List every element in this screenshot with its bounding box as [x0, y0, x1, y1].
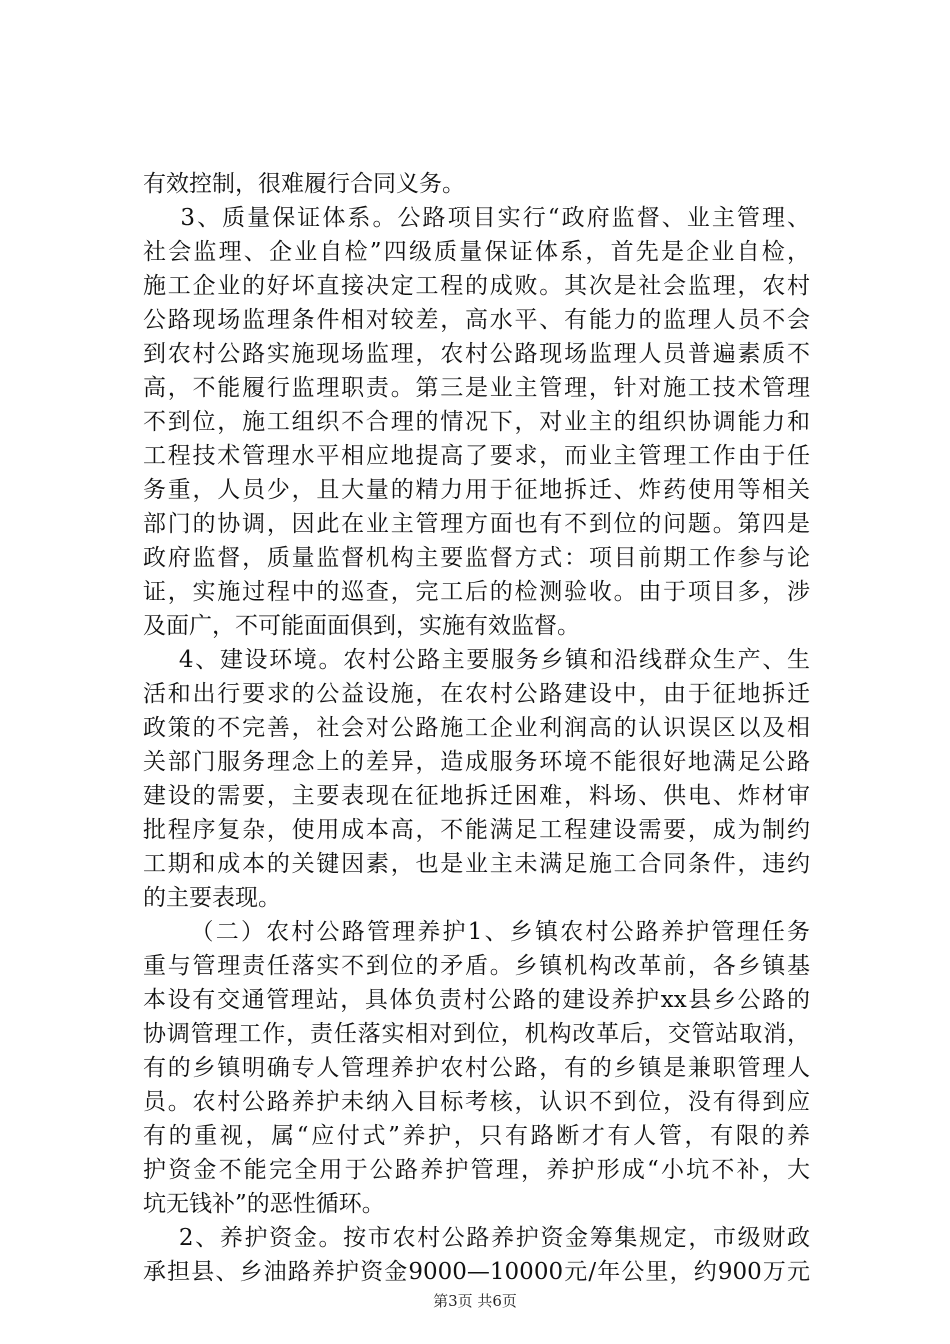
text-line: 2、养护资金。按市农村公路养护资金筹集规定，市级财政: [143, 1225, 810, 1251]
text-line: 护资金不能完全用于公路养护管理，养护形成“小坑不补，大: [143, 1157, 810, 1183]
text-line: 关部门服务理念上的差异，造成服务环境不能很好地满足公路: [143, 749, 810, 775]
text-line: （二）农村公路管理养护1、乡镇农村公路养护管理任务: [143, 919, 810, 945]
text-line: 高，不能履行监理职责。第三是业主管理，针对施工技术管理: [143, 375, 810, 401]
text-line: 到农村公路实施现场监理，农村公路现场监理人员普遍素质不: [143, 341, 810, 367]
text-line: 建设的需要，主要表现在征地拆迁困难，料场、供电、炸材审: [143, 783, 810, 809]
text-line: 本设有交通管理站，具体负责村公路的建设养护xx县乡公路的: [143, 987, 810, 1013]
text-line: 3、质量保证体系。公路项目实行“政府监督、业主管理、: [143, 205, 810, 231]
text-line: 部门的协调，因此在业主管理方面也有不到位的问题。第四是: [143, 511, 810, 537]
text-line: 政府监督，质量监督机构主要监督方式：项目前期工作参与论: [143, 545, 810, 571]
text-line: 活和出行要求的公益设施，在农村公路建设中，由于征地拆迁: [143, 681, 810, 707]
text-line: 的主要表现。: [143, 885, 281, 911]
text-line: 社会监理、企业自检”四级质量保证体系，首先是企业自检，: [143, 239, 810, 265]
text-line: 协调管理工作，责任落实相对到位，机构改革后，交管站取消，: [143, 1021, 810, 1047]
text-line: 证，实施过程中的巡查，完工后的检测验收。由于项目多，涉: [143, 579, 810, 605]
text-line: 有的乡镇明确专人管理养护农村公路，有的乡镇是兼职管理人: [143, 1055, 810, 1081]
text-line: 不到位，施工组织不合理的情况下，对业主的组织协调能力和: [143, 409, 810, 435]
text-line: 员。农村公路养护未纳入目标考核，认识不到位，没有得到应: [143, 1089, 810, 1115]
page-footer: 第3页 共6页: [433, 1292, 517, 1310]
text-line: 批程序复杂，使用成本高，不能满足工程建设需要，成为制约: [143, 817, 810, 843]
text-line: 承担县、乡油路养护资金9000—10000元/年公里，约900万元: [143, 1259, 810, 1285]
text-line: 4、建设环境。农村公路主要服务乡镇和沿线群众生产、生: [143, 647, 810, 673]
text-line: 及面广，不可能面面俱到，实施有效监督。: [143, 613, 580, 639]
text-line: 重与管理责任落实不到位的矛盾。乡镇机构改革前，各乡镇基: [143, 953, 810, 979]
text-line: 坑无钱补”的恶性循环。: [143, 1191, 385, 1217]
text-line: 务重，人员少，且大量的精力用于征地拆迁、炸药使用等相关: [143, 477, 810, 503]
document-body: [143, 167, 810, 1289]
text-line: 施工企业的好坏直接决定工程的成败。其次是社会监理，农村: [143, 273, 810, 299]
text-line: 工期和成本的关键因素，也是业主未满足施工合同条件，违约: [143, 851, 810, 877]
text-line: 有的重视，属“应付式”养护，只有路断才有人管，有限的养: [143, 1123, 810, 1149]
text-line: 工程技术管理水平相应地提高了要求，而业主管理工作由于任: [143, 443, 810, 469]
text-line: 有效控制，很难履行合同义务。: [143, 171, 465, 197]
text-line: 公路现场监理条件相对较差，高水平、有能力的监理人员不会: [143, 307, 810, 333]
text-line: 政策的不完善，社会对公路施工企业利润高的认识误区以及相: [143, 715, 810, 741]
